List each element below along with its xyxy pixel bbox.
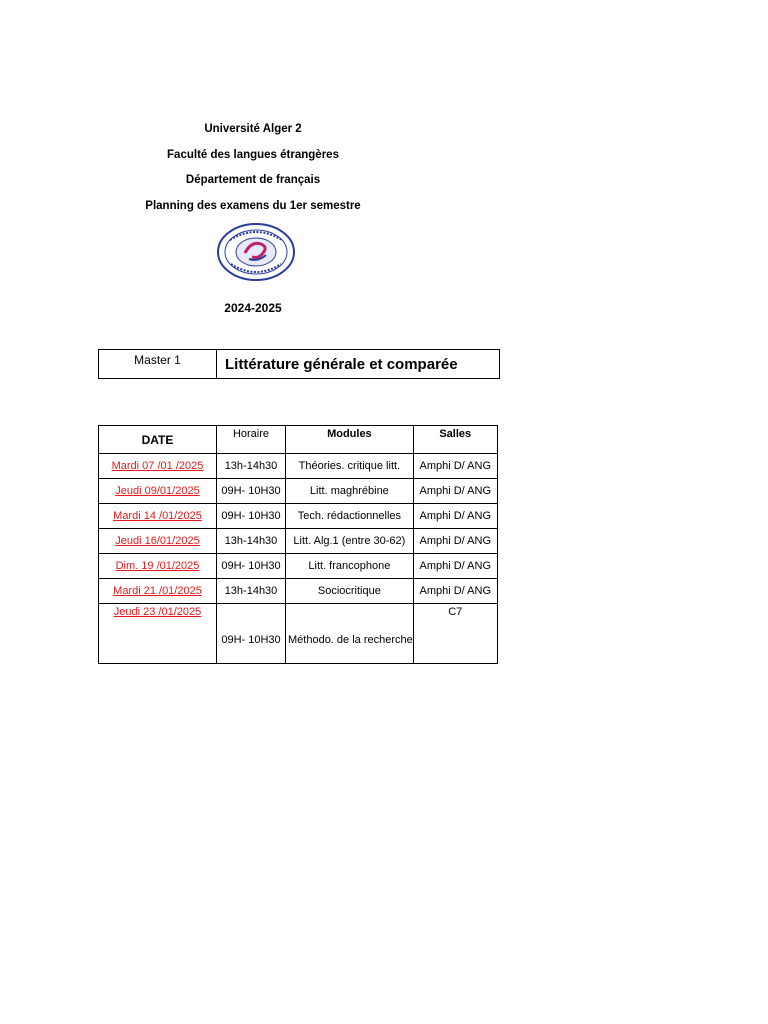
program-level: Master 1	[99, 350, 217, 379]
exam-schedule-table	[98, 425, 498, 664]
exam-module: Litt. francophone	[286, 554, 414, 579]
exam-date: Mardi 07 /01 /2025	[99, 454, 217, 479]
exam-room: Amphi D/ ANG	[413, 554, 497, 579]
exam-time: 09H- 10H30	[217, 554, 286, 579]
exam-date: Dim. 19 /01/2025	[99, 554, 217, 579]
exam-module: Sociocritique	[286, 579, 414, 604]
exam-room: Amphi D/ ANG	[413, 529, 497, 554]
table-row	[99, 604, 498, 664]
exam-date: Mardi 21 /01/2025	[99, 579, 217, 604]
exam-module: Méthodo. de la recherche	[286, 604, 414, 664]
exam-module: Litt. Alg.1 (entre 30-62)	[286, 529, 414, 554]
exam-date: Mardi 14 /01/2025	[99, 504, 217, 529]
exam-time: 09H- 10H30	[217, 479, 286, 504]
exam-date: Jeudi 16/01/2025	[99, 529, 217, 554]
table-row	[99, 479, 498, 504]
header-salles: Salles	[413, 426, 497, 454]
exam-date: Jeudi 09/01/2025	[99, 479, 217, 504]
exam-room: Amphi D/ ANG	[413, 504, 497, 529]
university-name: Université Alger 2	[204, 123, 302, 135]
program-specialty: Littérature générale et comparée	[217, 350, 500, 379]
exam-time: 13h-14h30	[217, 529, 286, 554]
exam-time: 13h-14h30	[217, 454, 286, 479]
exam-room: Amphi D/ ANG	[413, 454, 497, 479]
table-row	[99, 579, 498, 604]
program-table	[98, 349, 500, 379]
academic-year: 2024-2025	[224, 301, 282, 315]
table-header-row	[99, 426, 498, 454]
exam-date: Jeudi 23 /01/2025	[99, 604, 217, 664]
exam-room: Amphi D/ ANG	[413, 479, 497, 504]
exam-room: C7	[413, 604, 497, 664]
exam-time: 13h-14h30	[217, 579, 286, 604]
header-modules: Modules	[286, 426, 414, 454]
table-row	[99, 529, 498, 554]
exam-module: Litt. maghrébine	[286, 479, 414, 504]
table-row	[99, 454, 498, 479]
header-date: DATE	[99, 426, 217, 454]
exam-room: Amphi D/ ANG	[413, 579, 497, 604]
exam-time: 09H- 10H30	[217, 504, 286, 529]
department-name: Département de français	[185, 174, 321, 186]
exam-module: Théories. critique litt.	[286, 454, 414, 479]
table-row	[99, 504, 498, 529]
faculty-name: Faculté des langues étrangères	[167, 149, 339, 161]
planning-title: Planning des examens du 1er semestre	[145, 200, 361, 212]
exam-time: 09H- 10H30	[217, 604, 286, 664]
university-seal-icon	[216, 222, 296, 282]
exam-module: Tech. rédactionnelles	[286, 504, 414, 529]
table-row	[99, 554, 498, 579]
header-horaire: Horaire	[217, 426, 286, 454]
